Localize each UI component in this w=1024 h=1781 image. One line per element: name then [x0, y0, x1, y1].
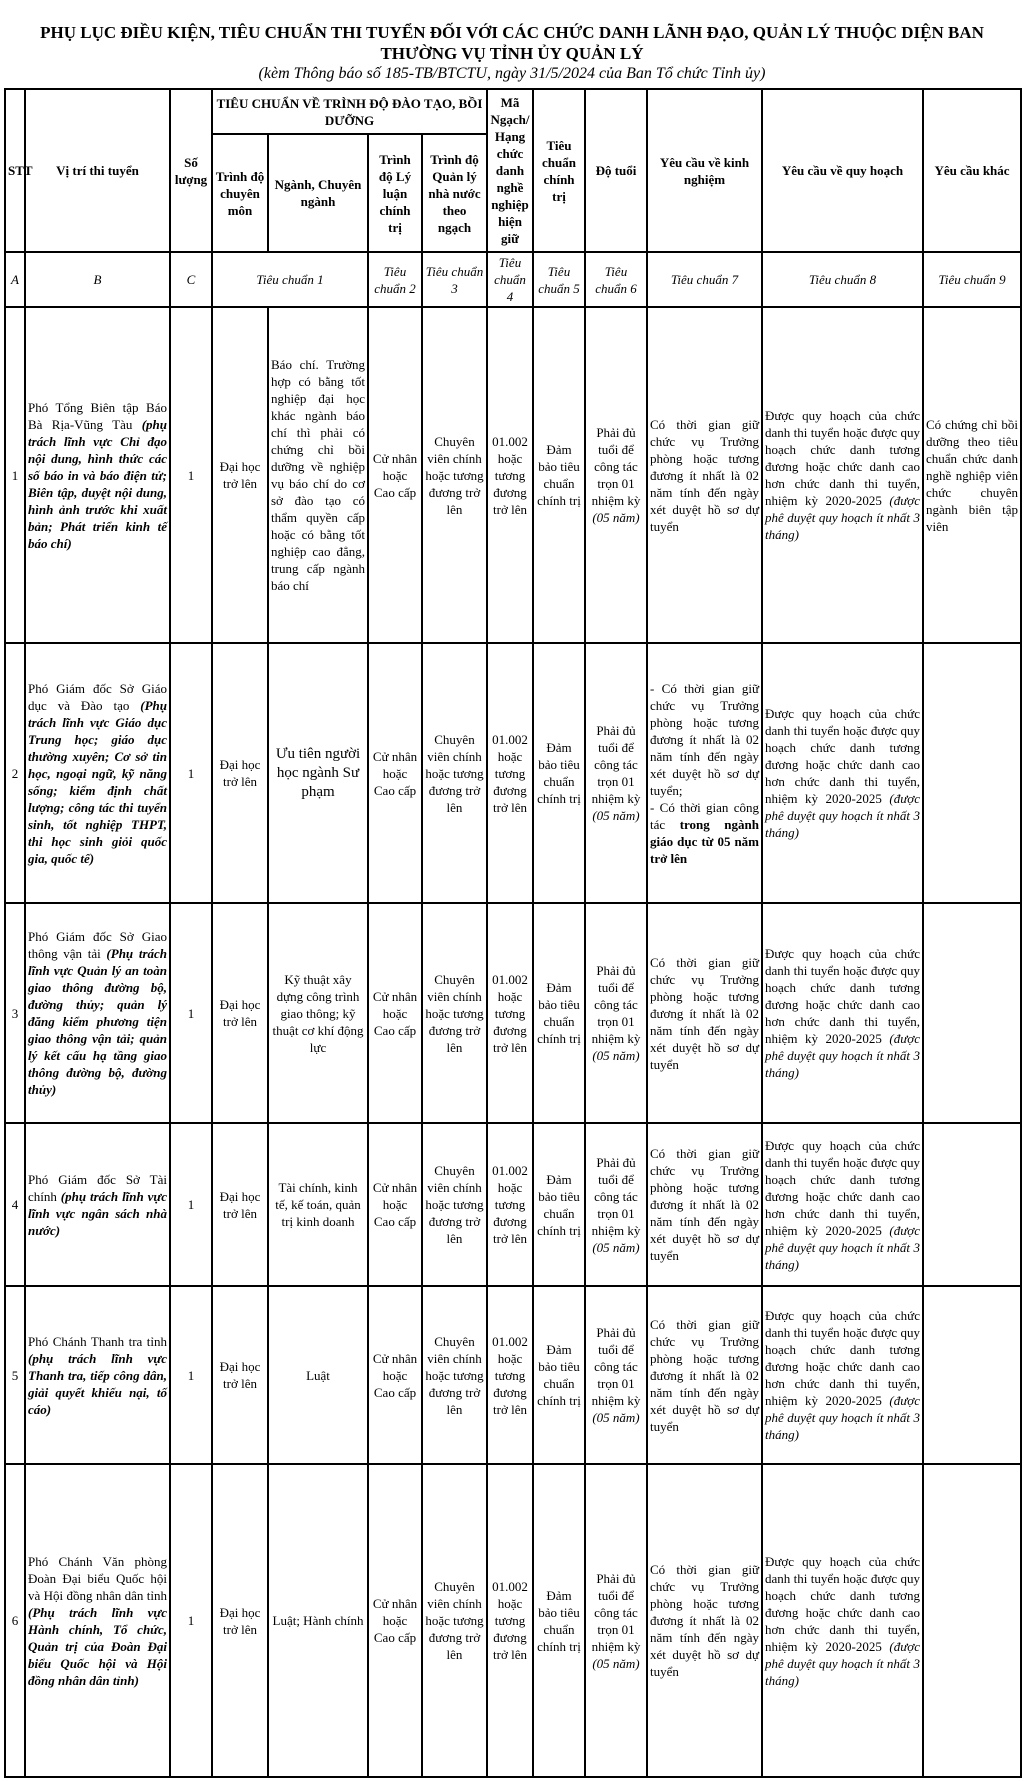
label-tc6: Tiêu chuẩn 6	[585, 252, 647, 307]
row-major: Luật; Hành chính	[268, 1464, 368, 1777]
row-quantity: 1	[170, 307, 212, 643]
position-detail: (Phụ trách lĩnh vực Quản lý an toàn giao thông đường bộ, đường thủy; quản lý đăng kiểm phương tiện giao thông vận tải; quản lý kết cấu hạ tầng giao thông đường bộ, đường thủy)	[28, 946, 167, 1097]
row-stt: 1	[5, 307, 25, 643]
row-major: Kỹ thuật xây dựng công trình giao thông; kỹ thuật cơ khí động lực	[268, 903, 368, 1123]
row-rank-code: 01.002 hoặc tương đương trở lên	[487, 903, 533, 1123]
label-c: C	[170, 252, 212, 307]
planning-note: (được phê duyệt quy hoạch ít nhất 3 tháng)	[765, 1031, 920, 1080]
table-row	[5, 643, 1021, 903]
header-rank-code: Mã Ngạch/ Hạng chức danh nghề nghiệp hiện giữ	[487, 89, 533, 252]
row-age	[585, 1286, 647, 1464]
position-title: Phó Giám đốc Sở Giáo dục và Đào tạo	[28, 680, 167, 713]
header-other: Yêu cầu khác	[923, 89, 1021, 252]
header-political-theory: Trình độ Lý luận chính trị	[368, 134, 422, 252]
header-experience: Yêu cầu về kinh nghiệm	[647, 89, 762, 252]
row-rank-code: 01.002 hoặc tương đương trở lên	[487, 1464, 533, 1777]
age-text: Phải đủ tuổi để công tác trọn 01 nhiệm kỳ	[591, 1570, 641, 1654]
header-major: Ngành, Chuyên ngành	[268, 134, 368, 252]
row-political: Đảm bảo tiêu chuẩn chính trị	[533, 1464, 585, 1777]
age-note: (05 năm)	[592, 1410, 640, 1425]
row-degree: Đại học trở lên	[212, 643, 268, 903]
row-other: Có chứng chỉ bồi dưỡng theo tiêu chuẩn chức danh nghề nghiệp viên chức chuyên ngành biên tập viên	[923, 307, 1021, 643]
row-age	[585, 903, 647, 1123]
row-political-theory: Cử nhân hoặc Cao cấp	[368, 643, 422, 903]
table-row	[5, 1123, 1021, 1286]
row-political-theory: Cử nhân hoặc Cao cấp	[368, 1286, 422, 1464]
header-training-group: TIÊU CHUẨN VỀ TRÌNH ĐỘ ĐÀO TẠO, BỒI DƯỠNG	[212, 89, 487, 134]
position-title: Phó Tổng Biên tập Báo Bà Rịa-Vũng Tàu	[28, 399, 167, 432]
position-title: Phó Chánh Văn phòng Đoàn Đại biểu Quốc hội và Hội đồng nhân dân tỉnh	[28, 1553, 167, 1603]
row-position	[25, 903, 170, 1123]
table-row	[5, 307, 1021, 643]
row-position	[25, 1123, 170, 1286]
label-tc3: Tiêu chuẩn 3	[422, 252, 487, 307]
age-text: Phải đủ tuổi để công tác trọn 01 nhiệm kỳ	[591, 963, 641, 1046]
label-tc4: Tiêu chuẩn 4	[487, 252, 533, 307]
age-text: Phải đủ tuổi để công tác trọn 01 nhiệm kỳ	[591, 1154, 641, 1238]
row-age	[585, 1123, 647, 1286]
position-title: Phó Giám đốc Sở Tài chính	[28, 1171, 167, 1204]
row-age	[585, 1464, 647, 1777]
row-state-management: Chuyên viên chính hoặc tương đương trở lên	[422, 903, 487, 1123]
criteria-table	[4, 88, 1022, 1778]
planning-note: (được phê duyệt quy hoạch ít nhất 3 tháng)	[765, 493, 920, 542]
experience-item-2: - Có thời gian công tác trong ngành giáo dục từ 05 năm trở lên	[650, 799, 759, 866]
row-rank-code: 01.002 hoặc tương đương trở lên	[487, 1286, 533, 1464]
row-political-theory: Cử nhân hoặc Cao cấp	[368, 903, 422, 1123]
row-stt: 5	[5, 1286, 25, 1464]
row-rank-code: 01.002 hoặc tương đương trở lên	[487, 1123, 533, 1286]
row-political-theory: Cử nhân hoặc Cao cấp	[368, 1464, 422, 1777]
label-tc2: Tiêu chuẩn 2	[368, 252, 422, 307]
row-other	[923, 903, 1021, 1123]
position-title: Phó Giám đốc Sở Giao thông vận tải	[28, 929, 167, 961]
age-note: (05 năm)	[592, 1048, 640, 1063]
row-degree: Đại học trở lên	[212, 307, 268, 643]
position-detail: (phụ trách lĩnh vực Chỉ đạo nội dung, hình thức các số báo in và báo điện tử; Biên tập, duyệt nội dung, hình ảnh trước khi xuất bản; Phát triển kinh tế báo chí)	[28, 416, 168, 551]
planning-note: (được phê duyệt quy hoạch ít nhất 3 tháng)	[765, 1222, 920, 1272]
row-degree: Đại học trở lên	[212, 1464, 268, 1777]
doc-title	[0, 0, 1024, 64]
row-planning	[762, 307, 923, 643]
label-tc1: Tiêu chuẩn 1	[212, 252, 368, 307]
row-quantity: 1	[170, 1286, 212, 1464]
header-age: Độ tuổi	[585, 89, 647, 252]
age-text: Phải đủ tuổi để công tác trọn 01 nhiệm kỳ	[591, 1325, 641, 1408]
row-political-theory: Cử nhân hoặc Cao cấp	[368, 1123, 422, 1286]
row-quantity: 1	[170, 1464, 212, 1777]
header-row-1	[5, 89, 1021, 134]
row-position	[25, 1464, 170, 1777]
label-a: A	[5, 252, 25, 307]
row-experience: Có thời gian giữ chức vụ Trưởng phòng hoặc tương đương ít nhất là 02 năm tính đến ngày xét duyệt hồ sơ dự tuyển	[647, 1123, 762, 1286]
row-political: Đảm bảo tiêu chuẩn chính trị	[533, 1123, 585, 1286]
row-major: Báo chí. Trường hợp có bằng tốt nghiệp đại học khác ngành báo chí thì phải có chứng chỉ bồi dưỡng về nghiệp vụ báo chí do cơ sở đào tạo có thẩm quyền cấp hoặc có bằng tốt nghiệp cao đẳng, trung cấp ngành báo chí	[268, 307, 368, 643]
table-row	[5, 903, 1021, 1123]
row-major: Tài chính, kinh tế, kế toán, quản trị kinh doanh	[268, 1123, 368, 1286]
header-planning: Yêu cầu về quy hoạch	[762, 89, 923, 252]
label-tc8: Tiêu chuẩn 8	[762, 252, 923, 307]
row-rank-code: 01.002 hoặc tương đương trở lên	[487, 643, 533, 903]
age-text: Phải đủ tuổi để công tác trọn 01 nhiệm kỳ	[591, 425, 641, 508]
row-political: Đảm bảo tiêu chuẩn chính trị	[533, 1286, 585, 1464]
row-experience: Có thời gian giữ chức vụ Trưởng phòng hoặc tương đương ít nhất là 02 năm tính đến ngày xét duyệt hồ sơ dự tuyển	[647, 307, 762, 643]
row-political: Đảm bảo tiêu chuẩn chính trị	[533, 643, 585, 903]
row-planning	[762, 903, 923, 1123]
position-detail: (Phụ trách lĩnh vực Hành chính, Tổ chức, Quản trị của Đoàn Đại biểu Quốc hội và Hội đồng nhân dân tỉnh)	[28, 1604, 167, 1688]
row-age	[585, 307, 647, 643]
row-political-theory: Cử nhân hoặc Cao cấp	[368, 307, 422, 643]
row-degree: Đại học trở lên	[212, 903, 268, 1123]
row-position	[25, 1286, 170, 1464]
row-quantity: 1	[170, 903, 212, 1123]
label-b: B	[25, 252, 170, 307]
header-professional-level: Trình độ chuyên môn	[212, 134, 268, 252]
row-other	[923, 1123, 1021, 1286]
age-note: (05 năm)	[592, 808, 640, 823]
row-position	[25, 643, 170, 903]
row-state-management: Chuyên viên chính hoặc tương đương trở lên	[422, 307, 487, 643]
row-planning	[762, 643, 923, 903]
row-planning	[762, 1286, 923, 1464]
doc-subtitle: (kèm Thông báo số 185-TB/BTCTU, ngày 31/5/2024 của Ban Tổ chức Tỉnh ủy)	[258, 65, 766, 82]
doc-title-line-2: THƯỜNG VỤ TỈNH ỦY QUẢN LÝ	[380, 44, 644, 63]
table-row	[5, 1286, 1021, 1464]
row-quantity: 1	[170, 643, 212, 903]
experience-item-1: - Có thời gian giữ chức vụ Trưởng phòng hoặc tương đương ít nhất là 02 năm tính đến ngày xét duyệt hồ sơ dự tuyển;	[650, 680, 759, 798]
planning-note: (được phê duyệt quy hoạch ít nhất 3 tháng)	[765, 1393, 920, 1442]
row-other	[923, 1286, 1021, 1464]
age-note: (05 năm)	[592, 510, 640, 525]
planning-text: Được quy hoạch của chức danh thi tuyển hoặc được quy hoạch chức danh tương đương hoặc chức danh cao hơn chức danh thi tuyển, nhiệm kỳ 2020-2025	[765, 706, 920, 806]
position-title: Phó Chánh Thanh tra tỉnh	[28, 1333, 167, 1349]
row-experience	[647, 643, 762, 903]
row-state-management: Chuyên viên chính hoặc tương đương trở lên	[422, 1286, 487, 1464]
row-state-management: Chuyên viên chính hoặc tương đương trở lên	[422, 1464, 487, 1777]
label-row	[5, 252, 1021, 307]
label-tc9: Tiêu chuẩn 9	[923, 252, 1021, 307]
age-note: (05 năm)	[592, 1655, 640, 1671]
label-tc5: Tiêu chuẩn 5	[533, 252, 585, 307]
row-experience: Có thời gian giữ chức vụ Trưởng phòng hoặc tương đương ít nhất là 02 năm tính đến ngày xét duyệt hồ sơ dự tuyển	[647, 1464, 762, 1777]
label-tc7: Tiêu chuẩn 7	[647, 252, 762, 307]
header-position: Vị trí thi tuyển	[25, 89, 170, 252]
planning-text: Được quy hoạch của chức danh thi tuyển hoặc được quy hoạch chức danh tương đương hoặc chức danh cao hơn chức danh thi tuyển, nhiệm kỳ 2020-2025	[765, 408, 920, 508]
header-political: Tiêu chuẩn chính trị	[533, 89, 585, 252]
age-text: Phải đủ tuổi để công tác trọn 01 nhiệm kỳ	[591, 723, 641, 806]
row-experience: Có thời gian giữ chức vụ Trưởng phòng hoặc tương đương ít nhất là 02 năm tính đến ngày xét duyệt hồ sơ dự tuyển	[647, 1286, 762, 1464]
table-row	[5, 1464, 1021, 1777]
row-degree: Đại học trở lên	[212, 1123, 268, 1286]
row-age	[585, 643, 647, 903]
row-political: Đảm bảo tiêu chuẩn chính trị	[533, 903, 585, 1123]
row-political: Đảm bảo tiêu chuẩn chính trị	[533, 307, 585, 643]
doc-title-line-1: PHỤ LỤC ĐIỀU KIỆN, TIÊU CHUẨN THI TUYỂN ĐỐI VỚI CÁC CHỨC DANH LÃNH ĐẠO, QUẢN LÝ THUỘC DIỆN BAN	[40, 23, 984, 42]
planning-note: (được phê duyệt quy hoạch ít nhất 3 tháng)	[765, 791, 920, 840]
age-note: (05 năm)	[592, 1239, 640, 1255]
position-detail: (phụ trách lĩnh vực Thanh tra, tiếp công dân, giải quyết khiếu nại, tố cáo)	[28, 1350, 167, 1417]
row-degree: Đại học trở lên	[212, 1286, 268, 1464]
row-other	[923, 643, 1021, 903]
planning-text: Được quy hoạch của chức danh thi tuyển hoặc được quy hoạch chức danh tương đương hoặc chức danh cao hơn chức danh thi tuyển, nhiệm kỳ 2020-2025	[765, 1137, 920, 1238]
header-quantity: Số lượng	[170, 89, 212, 252]
planning-text: Được quy hoạch của chức danh thi tuyển hoặc được quy hoạch chức danh tương đương hoặc chức danh cao hơn chức danh thi tuyển, nhiệm kỳ 2020-2025	[765, 946, 920, 1046]
planning-note: (được phê duyệt quy hoạch ít nhất 3 tháng)	[765, 1638, 920, 1688]
row-planning	[762, 1464, 923, 1777]
row-state-management: Chuyên viên chính hoặc tương đương trở lên	[422, 643, 487, 903]
position-detail: (phụ trách lĩnh vực lĩnh vực ngân sách nhà nước)	[28, 1188, 167, 1238]
position-detail: (Phụ trách lĩnh vực Giáo dục Trung học; giáo dục thường xuyên; Cơ sở tin học, ngoại ngữ, kỹ năng sống; kiểm định chất lượng; công tác thi tuyển sinh, tốt nghiệp THPT, thi học sinh giỏi quốc gia, quốc tế)	[28, 697, 167, 866]
row-experience: Có thời gian giữ chức vụ Trưởng phòng hoặc tương đương ít nhất là 02 năm tính đến ngày xét duyệt hồ sơ dự tuyển	[647, 903, 762, 1123]
row-position	[25, 307, 170, 643]
row-stt: 4	[5, 1123, 25, 1286]
row-major: Ưu tiên người học ngành Sư phạm	[268, 643, 368, 903]
row-quantity: 1	[170, 1123, 212, 1286]
row-stt: 6	[5, 1464, 25, 1777]
row-major: Luật	[268, 1286, 368, 1464]
row-rank-code: 01.002 hoặc tương đương trở lên	[487, 307, 533, 643]
planning-text: Được quy hoạch của chức danh thi tuyển hoặc được quy hoạch chức danh tương đương hoặc chức danh cao hơn chức danh thi tuyển, nhiệm kỳ 2020-2025	[765, 1308, 920, 1408]
row-stt: 2	[5, 643, 25, 903]
row-stt: 3	[5, 903, 25, 1123]
header-state-management: Trình độ Quản lý nhà nước theo ngạch	[422, 134, 487, 252]
header-stt: STT	[5, 89, 25, 252]
row-other	[923, 1464, 1021, 1777]
row-planning	[762, 1123, 923, 1286]
planning-text: Được quy hoạch của chức danh thi tuyển hoặc được quy hoạch chức danh tương đương hoặc chức danh cao hơn chức danh thi tuyển, nhiệm kỳ 2020-2025	[765, 1553, 920, 1654]
row-state-management: Chuyên viên chính hoặc tương đương trở lên	[422, 1123, 487, 1286]
